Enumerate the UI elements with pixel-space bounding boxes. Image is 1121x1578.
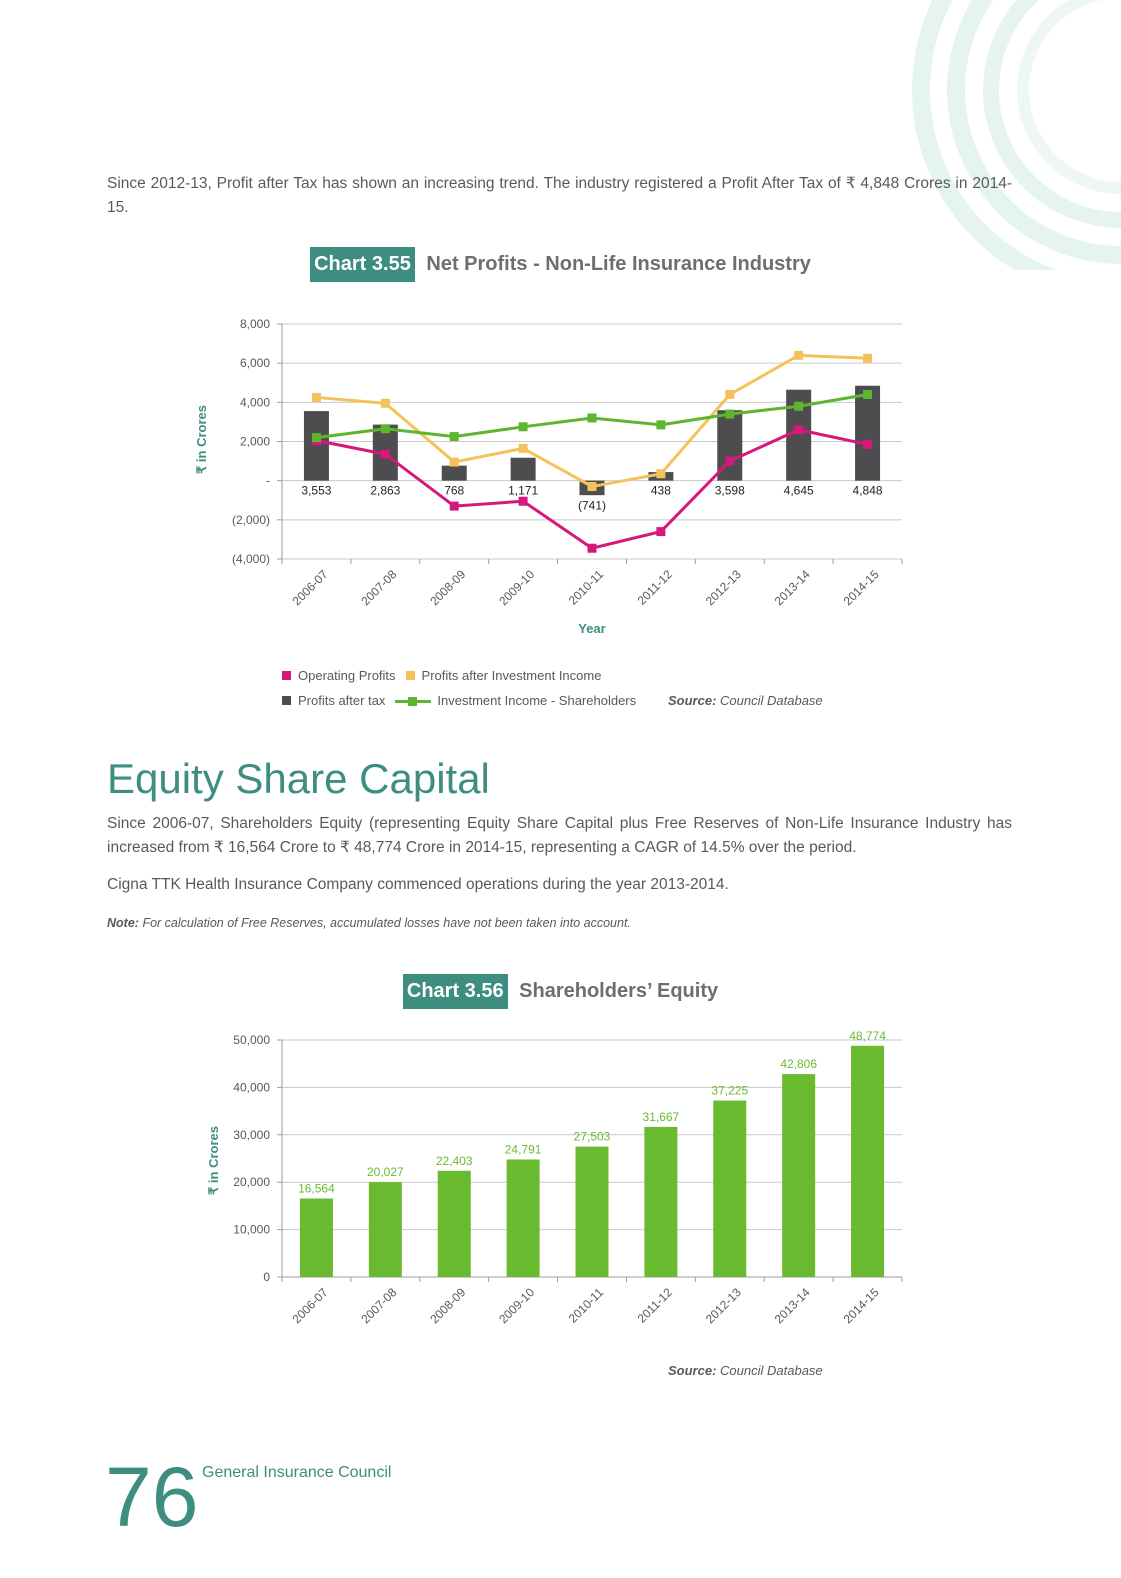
bar-data-label: 16,564 <box>298 1181 335 1196</box>
y-tick-label: 0 <box>263 1270 270 1284</box>
y-tick-label: (4,000) <box>231 552 270 566</box>
legend-label-operating: Operating Profits <box>298 668 396 683</box>
bar-shareholders-equity <box>782 1074 815 1277</box>
source2-text: Council Database <box>720 1363 823 1378</box>
bar-shareholders-equity <box>576 1147 609 1277</box>
line-investment-income-point <box>656 420 665 429</box>
y-tick-label: 20,000 <box>233 1175 270 1190</box>
chart2-title-text: Shareholders’ Equity <box>519 980 719 1002</box>
line-profits-after-investment-point <box>381 399 390 408</box>
x-tick-label: 2006-07 <box>289 567 331 609</box>
legend-label-after-tax: Profits after tax <box>298 693 386 708</box>
bar-data-label: 4,645 <box>783 483 814 498</box>
note <box>107 916 631 930</box>
line-operating-profits-point <box>725 457 734 466</box>
line-profits-after-investment-point <box>656 469 665 478</box>
y-axis-title: ₹ in Crores <box>206 1126 221 1195</box>
bar-shareholders-equity <box>300 1198 333 1277</box>
bar-profits-after-tax <box>511 458 536 481</box>
legend-profits-after-tax <box>282 693 385 708</box>
y-tick-label: 10,000 <box>233 1222 270 1237</box>
y-tick-label: 40,000 <box>233 1080 270 1095</box>
note-text: For calculation of Free Reserves, accumulated losses have not been taken into account. <box>142 916 631 930</box>
line-operating-profits-point <box>381 450 390 459</box>
x-tick-label: 2010-11 <box>565 1285 607 1326</box>
net-profits-chart <box>180 305 920 650</box>
x-tick-label: 2008-09 <box>427 567 469 609</box>
bar-data-label: 438 <box>650 483 671 498</box>
bar-profits-after-tax <box>304 411 329 481</box>
legend-operating-profits <box>282 668 396 683</box>
bar-shareholders-equity <box>369 1182 402 1277</box>
line-investment-income-point <box>794 402 803 411</box>
chart2-tag: Chart 3.56 <box>403 974 508 1009</box>
y-tick-label: 6,000 <box>239 356 270 371</box>
chart2-title <box>0 974 1121 1009</box>
bar-shareholders-equity <box>438 1171 471 1277</box>
x-tick-label: 2010-11 <box>565 567 607 608</box>
y-tick-label: 50,000 <box>233 1033 270 1047</box>
line-investment-income-point <box>381 424 390 433</box>
intro-paragraph: Since 2012-13, Profit after Tax has shown an increasing trend. The industry registered a Profit After Tax of ₹ 4,848 Crores in 2014-15. <box>107 175 1012 216</box>
bar-profits-after-tax <box>442 466 467 481</box>
chart1-source <box>668 693 823 708</box>
chart1-legend <box>282 663 646 713</box>
legend-swatch-after-investment <box>406 671 415 680</box>
line-investment-income-point <box>519 422 528 431</box>
y-tick-label: 4,000 <box>239 395 270 410</box>
chart1-title-text: Net Profits - Non-Life Insurance Industry <box>426 253 811 275</box>
bar-data-label: 22,403 <box>435 1153 473 1168</box>
bar-data-label: 42,806 <box>780 1057 818 1072</box>
bar-shareholders-equity <box>507 1159 540 1277</box>
y-tick-label: 30,000 <box>233 1127 270 1142</box>
y-tick-label: 8,000 <box>239 317 270 331</box>
line-operating-profits-point <box>656 527 665 536</box>
legend-swatch-investment <box>395 696 431 706</box>
x-tick-label: 2009-10 <box>496 1285 538 1327</box>
bar-shareholders-equity <box>851 1046 884 1277</box>
source1-text: Council Database <box>720 693 823 708</box>
bar-data-label: 2,863 <box>370 483 401 498</box>
line-investment-income-point <box>588 414 597 423</box>
line-investment-income-point <box>725 410 734 419</box>
x-tick-label: 2008-09 <box>427 1285 469 1327</box>
legend-swatch-after-tax <box>282 696 291 705</box>
line-investment-income-point <box>863 390 872 399</box>
bar-profits-after-tax <box>855 386 880 481</box>
line-operating-profits-point <box>794 425 803 434</box>
y-tick-label: (2,000) <box>231 512 270 527</box>
x-tick-label: 2012-13 <box>702 1285 744 1327</box>
decorative-arcs <box>900 0 1121 270</box>
bar-data-label: 27,503 <box>573 1129 611 1144</box>
x-tick-label: 2007-08 <box>358 1285 400 1327</box>
line-profits-after-investment-point <box>450 458 459 467</box>
bar-data-label: 768 <box>444 483 465 498</box>
page-number: 76 <box>105 1450 199 1544</box>
y-tick-label: 2,000 <box>239 434 270 449</box>
bar-data-label: 1,171 <box>508 483 539 498</box>
line-operating-profits-point <box>588 544 597 553</box>
bar-data-label: (741) <box>577 498 607 513</box>
bar-data-label: 20,027 <box>366 1165 404 1180</box>
line-profits-after-investment-point <box>588 482 597 491</box>
chart1-tag: Chart 3.55 <box>310 247 415 282</box>
legend-label-investment: Investment Income - Shareholders <box>437 693 637 708</box>
legend-profits-after-investment <box>406 668 602 683</box>
source1-label: Source: <box>668 693 717 708</box>
x-tick-label: 2006-07 <box>289 1285 331 1327</box>
equity-paragraph: Since 2006-07, Shareholders Equity (representing Equity Share Capital plus Free Reserves of Non-Life Insurance Industry has increased from ₹ 16,564 Crore to ₹ 48,774 Crore in 2014-15, representing a CAGR of 14.5% over the period. <box>107 815 1012 856</box>
x-tick-label: 2014-15 <box>840 1285 882 1327</box>
note-label: Note: <box>107 916 139 930</box>
cigna-paragraph: Cigna TTK Health Insurance Company commenced operations during the year 2013-2014. <box>107 876 729 893</box>
bar-data-label: 37,225 <box>711 1083 749 1098</box>
legend-label-after-investment: Profits after Investment Income <box>421 668 602 683</box>
bar-data-label: 3,598 <box>714 483 745 498</box>
line-investment-income-point <box>450 432 459 441</box>
line-profits-after-investment-point <box>863 354 872 363</box>
x-tick-label: 2013-14 <box>771 1285 813 1327</box>
x-tick-label: 2009-10 <box>496 567 538 609</box>
line-profits-after-investment-point <box>725 390 734 399</box>
y-axis-title: ₹ in Crores <box>194 405 209 474</box>
x-axis-title: Year <box>578 621 606 636</box>
line-profits-after-investment-point <box>794 351 803 360</box>
section-title: Equity Share Capital <box>107 755 490 802</box>
line-investment-income-point <box>312 433 321 442</box>
legend-swatch-operating <box>282 671 291 680</box>
x-tick-label: 2014-15 <box>840 567 882 609</box>
x-tick-label: 2013-14 <box>771 567 813 609</box>
x-tick-label: 2011-12 <box>634 567 676 608</box>
bar-data-label: 48,774 <box>849 1028 886 1043</box>
bar-data-label: 3,553 <box>301 483 332 498</box>
x-tick-label: 2007-08 <box>358 567 400 609</box>
shareholders-equity-chart <box>180 1025 920 1345</box>
x-tick-label: 2011-12 <box>634 1285 676 1326</box>
y-tick-label: - <box>266 473 270 488</box>
source2-label: Source: <box>668 1363 717 1378</box>
chart2-source <box>668 1363 823 1378</box>
line-profits-after-investment-point <box>519 444 528 453</box>
line-operating-profits-point <box>450 502 459 511</box>
line-operating-profits-point <box>519 497 528 506</box>
legend-investment-income <box>395 693 636 708</box>
footer-text: General Insurance Council <box>202 1464 392 1481</box>
line-profits-after-investment-point <box>312 393 321 402</box>
bar-shareholders-equity <box>713 1101 746 1277</box>
bar-shareholders-equity <box>644 1127 677 1277</box>
bar-data-label: 31,667 <box>642 1109 680 1124</box>
chart1-title <box>0 247 1121 282</box>
bar-data-label: 4,848 <box>852 483 883 498</box>
bar-data-label: 24,791 <box>504 1142 542 1157</box>
line-operating-profits-point <box>863 440 872 449</box>
x-tick-label: 2012-13 <box>702 567 744 609</box>
